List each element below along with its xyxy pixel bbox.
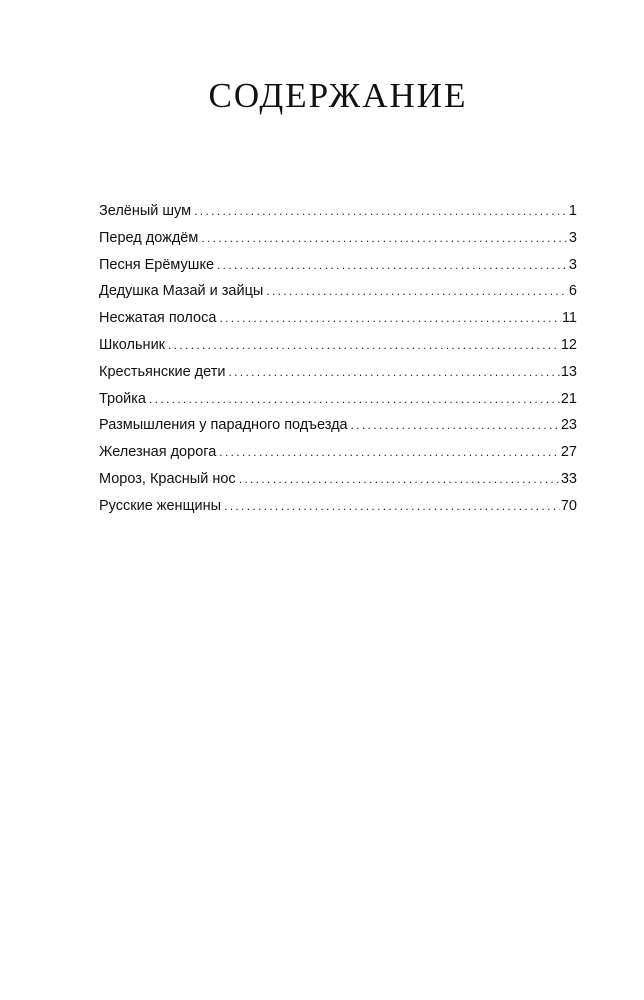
dot-leader xyxy=(149,386,560,413)
toc-entry-title: Размышления у парадного подъезда xyxy=(99,417,348,434)
dot-leader xyxy=(266,278,568,305)
toc-page-number: 12 xyxy=(560,336,577,353)
toc-page-number: 6 xyxy=(568,283,577,300)
toc-entry-title: Песня Ерёмушке xyxy=(99,256,215,273)
dot-leader xyxy=(194,198,568,225)
toc-entry[interactable] xyxy=(99,332,577,359)
toc-page-number: 23 xyxy=(560,417,577,434)
toc-entry[interactable] xyxy=(99,305,577,332)
toc-entry-title: Несжатая полоса xyxy=(99,310,217,327)
dot-leader xyxy=(239,466,560,493)
toc-page-number: 27 xyxy=(560,444,577,461)
toc-page-number: 21 xyxy=(560,390,577,407)
toc-entry[interactable] xyxy=(99,439,577,466)
dot-leader xyxy=(217,252,568,279)
toc-page-number: 3 xyxy=(568,229,577,246)
toc-entry[interactable] xyxy=(99,198,577,225)
toc-entry-title: Железная дорога xyxy=(99,444,217,461)
toc-entry[interactable] xyxy=(99,386,577,413)
page-title: СОДЕРЖАНИЕ xyxy=(208,76,468,115)
toc-entry[interactable] xyxy=(99,278,577,305)
toc-entry[interactable] xyxy=(99,466,577,493)
toc-page-number: 13 xyxy=(560,363,577,380)
toc-page-number: 3 xyxy=(568,256,577,273)
toc-entry-title: Русские женщины xyxy=(99,497,222,514)
toc-entry-title: Перед дождём xyxy=(99,229,199,246)
table-of-contents xyxy=(99,198,577,520)
toc-page-number: 1 xyxy=(568,203,577,219)
toc-entry-title: Зелёный шум xyxy=(99,203,192,219)
toc-entry-title: Школьник xyxy=(99,336,166,353)
toc-entry-title: Тройка xyxy=(99,390,146,407)
toc-page-number: 70 xyxy=(560,497,577,514)
toc-entry[interactable] xyxy=(99,252,577,279)
dot-leader xyxy=(168,332,560,359)
toc-page-number: 11 xyxy=(561,310,577,327)
dot-leader xyxy=(219,305,561,332)
dot-leader xyxy=(219,439,560,466)
toc-entry-title: Крестьянские дети xyxy=(99,363,226,380)
toc-entry[interactable] xyxy=(99,225,577,252)
dot-leader xyxy=(228,359,559,386)
toc-page-number: 33 xyxy=(560,470,577,487)
toc-entry[interactable] xyxy=(99,412,577,439)
toc-entry-title: Дедушка Мазай и зайцы xyxy=(99,283,264,300)
dot-leader xyxy=(351,412,560,439)
dot-leader xyxy=(224,493,560,520)
dot-leader xyxy=(201,225,568,252)
toc-entry-title: Мороз, Красный нос xyxy=(99,470,236,487)
toc-entry[interactable] xyxy=(99,493,577,520)
toc-entry[interactable] xyxy=(99,359,577,386)
